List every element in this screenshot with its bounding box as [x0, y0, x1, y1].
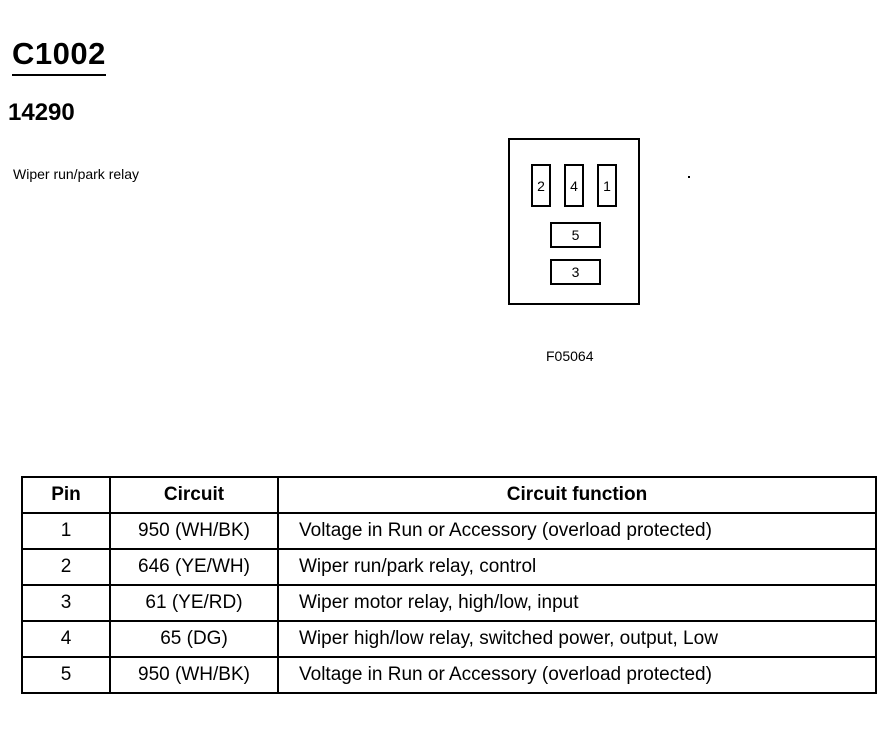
table-header-row — [22, 477, 876, 513]
cell-circuit: 950 (WH/BK) — [110, 657, 278, 693]
cavity-pin-4: 4 — [564, 164, 584, 207]
table-row — [22, 585, 876, 621]
cell-function: Wiper run/park relay, control — [278, 549, 876, 585]
stray-mark — [688, 176, 690, 178]
cavity-pin-2: 2 — [531, 164, 551, 207]
cell-function: Voltage in Run or Accessory (overload protected) — [278, 657, 876, 693]
cell-circuit: 61 (YE/RD) — [110, 585, 278, 621]
cell-function: Voltage in Run or Accessory (overload protected) — [278, 513, 876, 549]
cell-circuit: 646 (YE/WH) — [110, 549, 278, 585]
connector-id-title: C1002 — [12, 36, 106, 76]
header-circuit-function: Circuit function — [278, 477, 876, 513]
header-pin: Pin — [22, 477, 110, 513]
cell-function: Wiper high/low relay, switched power, output, Low — [278, 621, 876, 657]
cell-function: Wiper motor relay, high/low, input — [278, 585, 876, 621]
table-row — [22, 657, 876, 693]
connector-face-diagram — [508, 138, 640, 305]
cell-circuit: 65 (DG) — [110, 621, 278, 657]
cell-circuit: 950 (WH/BK) — [110, 513, 278, 549]
cavity-pin-3: 3 — [550, 259, 601, 285]
table-row — [22, 621, 876, 657]
part-number: 14290 — [8, 99, 75, 126]
figure-id: F05064 — [546, 348, 594, 364]
cavity-pin-1: 1 — [597, 164, 617, 207]
cell-pin: 5 — [22, 657, 110, 693]
table-row — [22, 513, 876, 549]
cavity-pin-5: 5 — [550, 222, 601, 248]
cell-pin: 1 — [22, 513, 110, 549]
header-circuit: Circuit — [110, 477, 278, 513]
cell-pin: 3 — [22, 585, 110, 621]
table-row — [22, 549, 876, 585]
pin-table — [21, 476, 877, 694]
component-description: Wiper run/park relay — [13, 166, 140, 182]
cell-pin: 4 — [22, 621, 110, 657]
cell-pin: 2 — [22, 549, 110, 585]
